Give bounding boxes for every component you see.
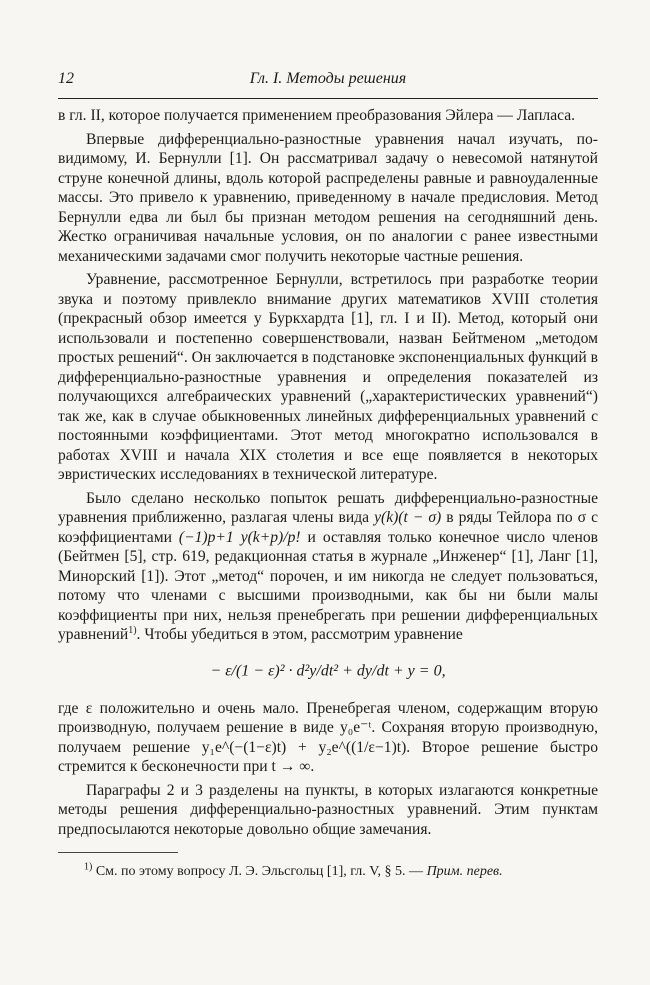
p4-part-b: в ряды Тейлора по σ с коэффициентами	[58, 509, 598, 546]
equation: − ε/(1 − ε)² · d²y/dt² + dy/dt + y = 0,	[210, 661, 446, 679]
running-head: Гл. I. Методы решения	[249, 70, 407, 87]
paragraph-6: Параграфы 2 и 3 разделены на пункты, в которых излагаются конкретные методы решения дифференциально-разностных уравнений. Этим пунктам предпосылаются некоторые довольно общие замечания.	[58, 781, 598, 838]
main-text	[58, 106, 598, 839]
paragraph-3: Уравнение, рассмотренное Бернулли, встретилось при разработке теории звука и поэтому привлекло внимание других математиков XVIII столетия (прекрасный обзор имеется у Буркхардта [1], гл. I и II). Метод, который они использовали и постепенно совершенствовали, назван Бейтменом „методом простых решений“. Он заключается в подстановке экспоненциальных функций в дифференциально-разностные уравнения и определения показателей из получающихся алгебраических уравнений („характеристических уравнений“) так же, как в случае обыкновенных линейных дифференциальных уравнений с постоянными коэффициентами. Этот метод многократно использовался в работах XVIII и начала XIX столетия и все еще появляется в некоторых эвристических исследованиях в технической литературе.	[58, 271, 599, 483]
footnote-marker: 1)	[84, 861, 93, 873]
footnote-ref: 1)	[128, 624, 137, 636]
paragraph-4	[58, 489, 598, 645]
footnote	[84, 863, 604, 881]
paragraph-1: в гл. II, которое получается применением преобразования Эйлера — Лапласа.	[58, 107, 576, 124]
header-rule	[58, 98, 598, 99]
paragraph-5: где ε положительно и очень мало. Пренебрегая членом, содержащим вторую производную, получаем решение в виде y₀e⁻ᵗ. Сохраняя вторую производную, получаем решение y₁e^(−(1−ε)t) + y₂e^((1/ε−1)t). Второе решение быстро стремится к бесконечности при t → ∞.	[58, 699, 598, 775]
page-header	[58, 70, 598, 96]
display-equation	[58, 653, 598, 689]
p4-part-a: Было сделано несколько попыток решать дифференциально-разностные уравнения приближенно, разлагая члены вида	[58, 489, 598, 526]
p4-part-d: . Чтобы убедиться в этом, рассмотрим уравнение	[136, 626, 463, 643]
footnote-note: Прим. перев.	[426, 864, 503, 879]
math-term-y-k: y(k)(t − σ)	[374, 509, 442, 526]
math-taylor-coef: (−1)p+1 y(k+p)/p!	[178, 528, 301, 546]
p4-part-c: и оставляя только конечное число членов (Бейтмен [5], стр. 619, редакционная статья в журнале „Инженер“ [1], Ланг [1], Минорский [1]). Этот „метод“ порочен, и им никогда не следует пользоваться, потому что членами с высшими производными, как бы ни были малы коэффициенты при них, нельзя пренебрегать при решении дифференциальных уравнений	[58, 528, 598, 643]
footnote-text: См. по этому вопросу Л. Э. Эльсгольц [1], гл. V, § 5. —	[95, 864, 424, 879]
page-number: 12	[58, 70, 74, 87]
footnote-rule	[58, 852, 178, 853]
paragraph-2: Впервые дифференциально-разностные уравнения начал изучать, по-видимому, И. Бернулли [1]. Он рассматривал задачу о невесомой натянутой струне конечной длины, вдоль которой распределены равные и равноудаленные массы. Это привело к уравнению, приведенному в начале предисловия. Метод Бернулли едва ли был бы признан методом решения на сегодняшний день. Жестко ограничивая начальные условия, он по аналогии с ранее известными механическими задачами смог получить некоторые частные решения.	[58, 130, 598, 265]
